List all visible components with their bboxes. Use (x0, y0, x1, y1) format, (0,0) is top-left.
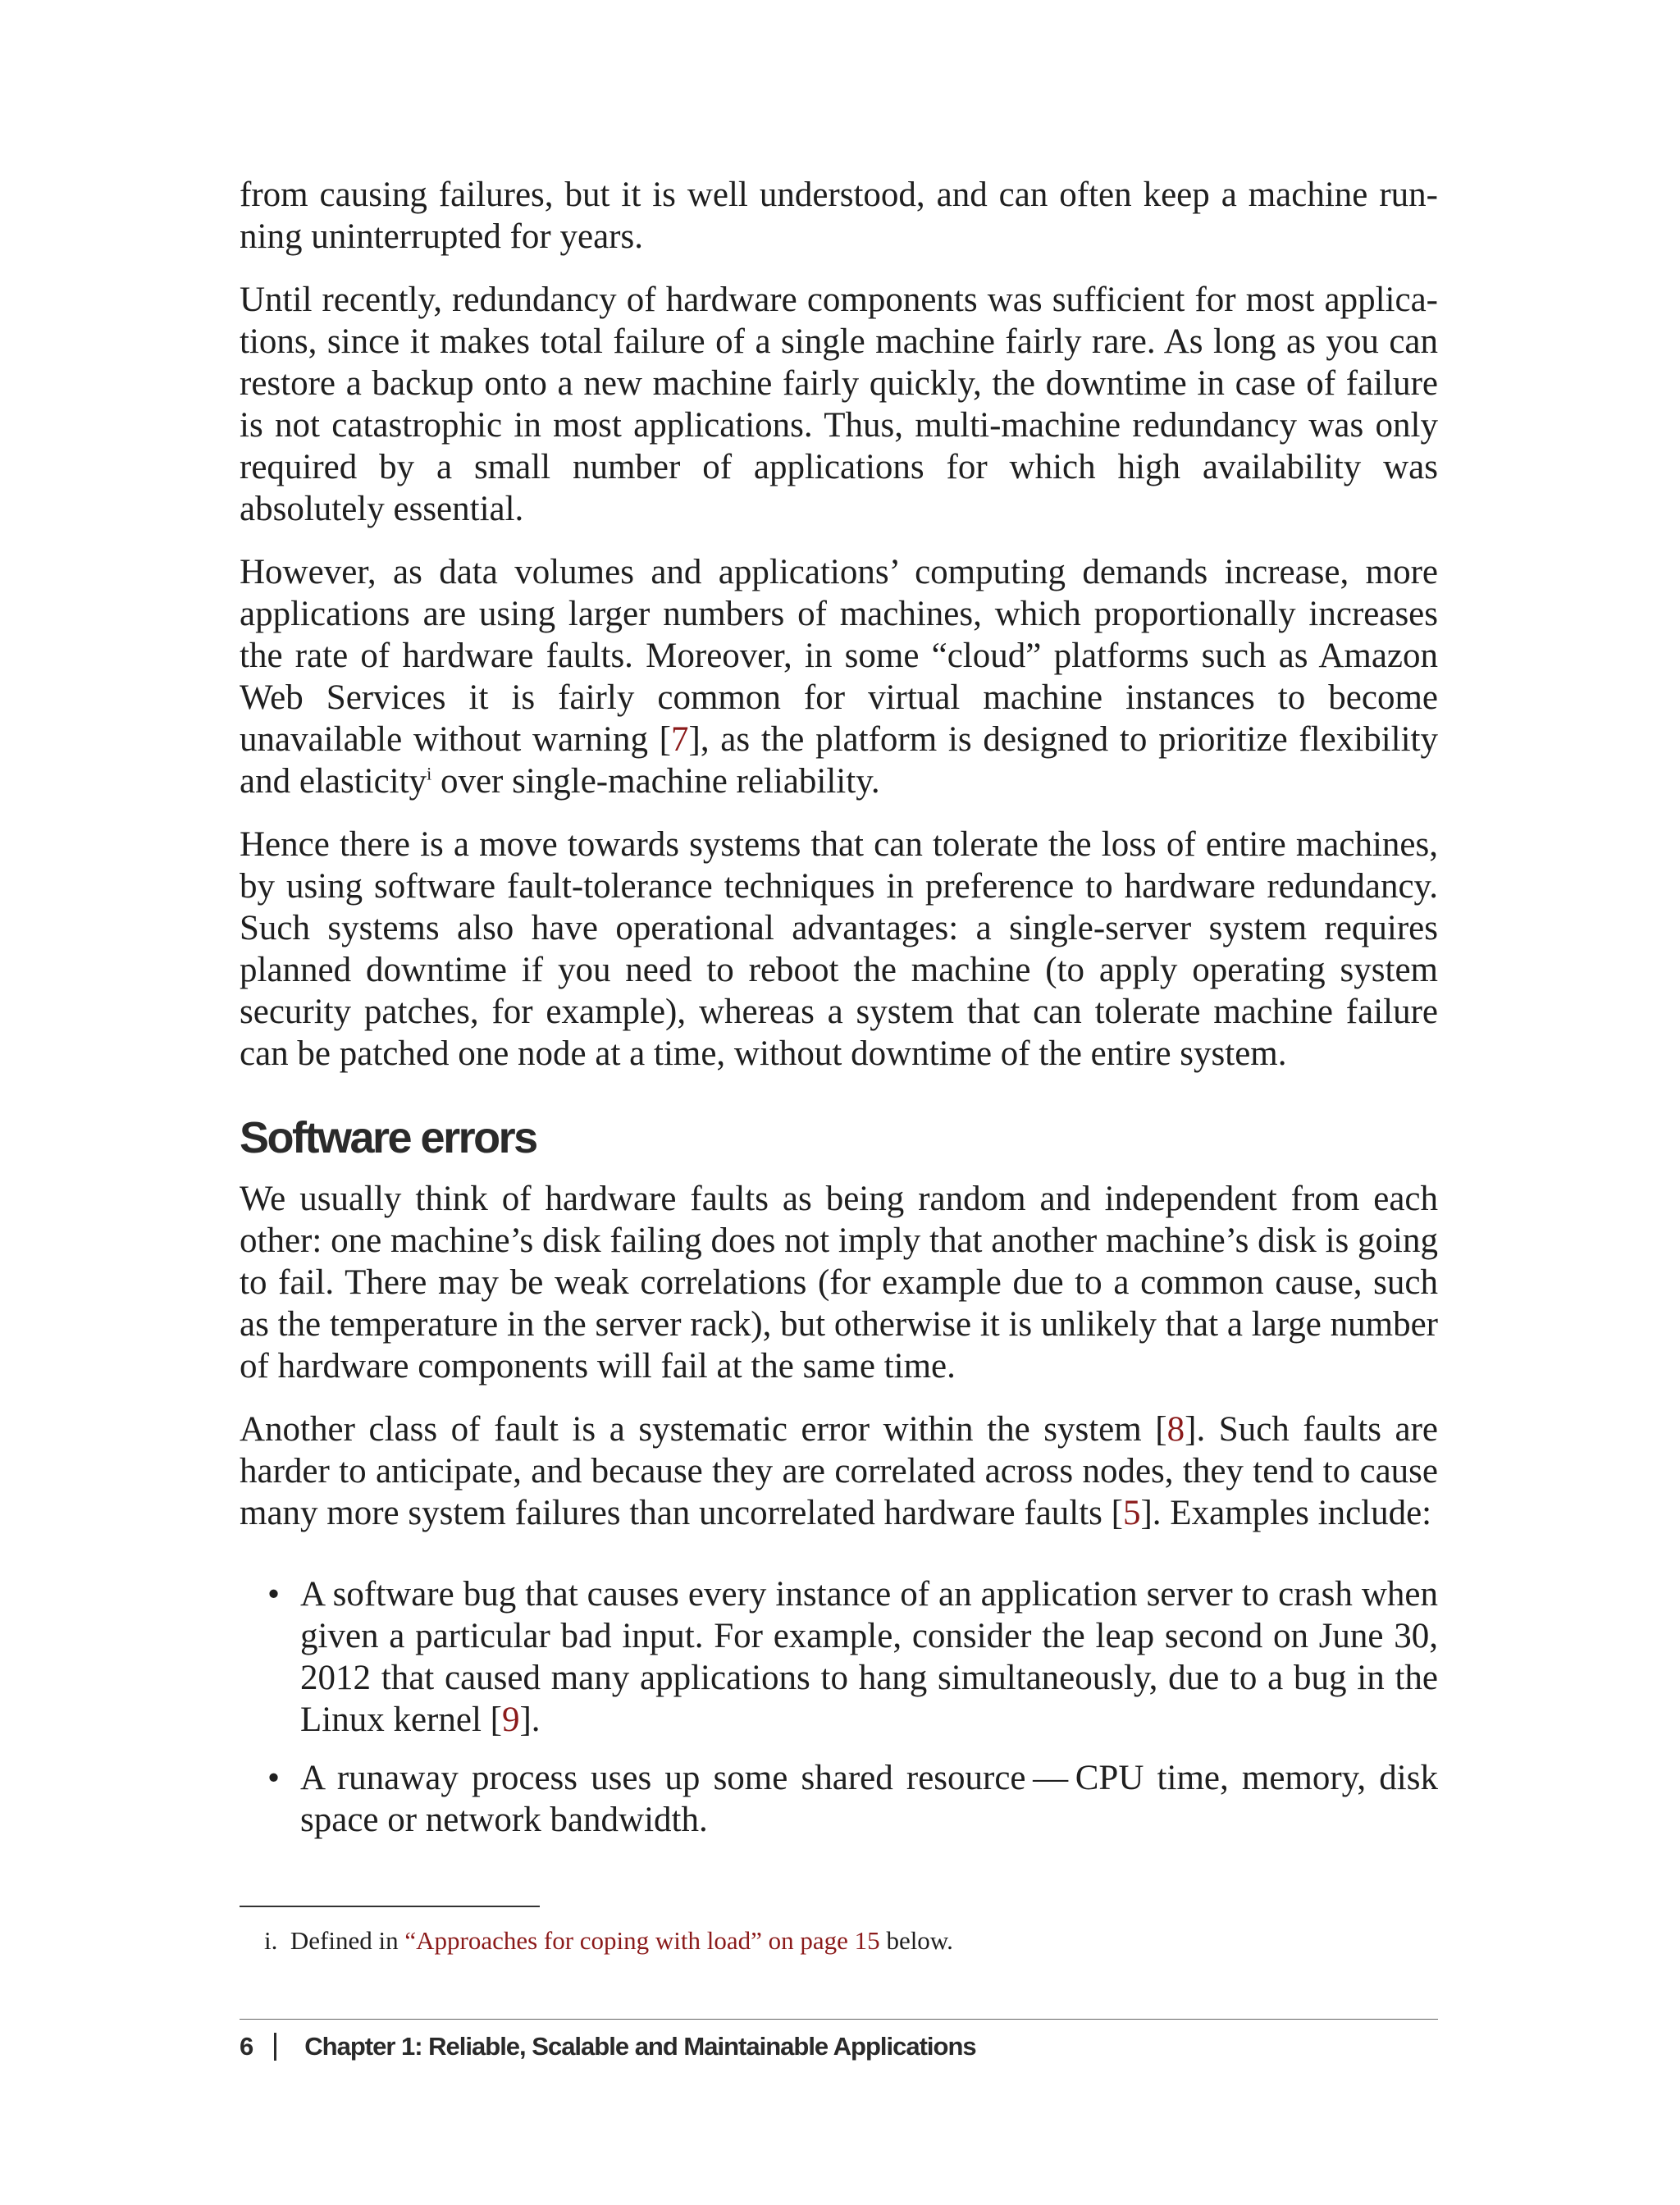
paragraph-fault-tolerance: Hence there is a move towards systems that can tolerate the loss of entire machines, by using software fault-tolerance techniques in preference to hardware redundancy. Such systems also have operational advantages: a single-server system requires planned downtime if you need to reboot the machine (to apply operating system security patches, for example), whereas a system that can tolerate machine failure can be patched one node at a time, without downtime of the entire system. (240, 825, 1438, 1073)
paragraph-systematic-errors (240, 1408, 1438, 1534)
text-segment: ]. Examples include: (1140, 1494, 1432, 1532)
list-item (240, 1757, 1438, 1841)
chapter-title: Chapter 1: Reliable, Scalable and Maintainable Applications (304, 2032, 976, 2061)
footer-divider (240, 2019, 1438, 2020)
footnote-divider (240, 1906, 540, 1907)
text-segment: ], as the platform is designed to prioritize flexibility and elasticity (240, 720, 1438, 801)
text-segment: over single-machine reliability. (431, 762, 880, 801)
section-heading: Software errors (240, 1113, 536, 1162)
text-segment: ]. (519, 1701, 541, 1739)
page-footer (240, 2026, 976, 2067)
footer-separator (274, 2033, 276, 2061)
page-body (240, 174, 1438, 1857)
bullet-icon: • (267, 1759, 281, 1797)
footnote (264, 1924, 1413, 1957)
text-segment: ]. Such faults are harder to anticipate, and because they are correlated across nodes, they tend to cause many more system failures than uncorrelated hardware faults [ (240, 1410, 1439, 1532)
page-number: 6 (240, 2032, 253, 2061)
text-segment: A runaway process uses up some shared resource — CPU time, memory, disk space or network bandwidth. (300, 1759, 1438, 1839)
text-segment: However, as data volumes and applications’ computing demands increase, more applications are using larger numbers of machines, which proportionally increases the rate of hardware faults. Moreover, in some “cloud” platforms such as Amazon Web Services it is fairly common for virtual machine instances to become unavailable without warning [ (240, 553, 1438, 759)
text-segment: below. (879, 1926, 953, 1955)
citation-link-7[interactable]: 7 (671, 720, 689, 759)
text-segment: Another class of fault is a systematic error within the system [ (240, 1410, 1167, 1449)
list-item (240, 1573, 1438, 1741)
paragraph-redundancy-sufficient: Until recently, redundancy of hardware components was sufficient for most applications, since it makes total failure of a single machine fairly rare. As long as you can restore a backup onto a new machine fairly quickly, the downtime in case of failure is not catastrophic in most applications. Thus, multi-machine redundancy was only required by a small number of applications for which high availability was absolutely essential. (240, 281, 1438, 528)
citation-link-5[interactable]: 5 (1122, 1494, 1141, 1532)
citation-link-8[interactable]: 8 (1166, 1410, 1185, 1449)
examples-list (240, 1573, 1438, 1841)
paragraph-random-faults: We usually think of hardware faults as being random and independent from each other: one machine’s disk failing does not imply that another machine’s disk is going to fail. There may be weak correlations (for example due to a common cause, such as the temperature in the server rack), but otherwise it is unlikely that a large number of hardware components will fail at the same time. (240, 1180, 1438, 1386)
text-segment: A software bug that causes every instance of an application server to crash when given a particular bad input. For example, consider the leap second on June 30, 2012 that caused many applications to hang simultaneously, due to a bug in the Linux kernel [ (300, 1575, 1438, 1739)
footnote-marker[interactable]: i (427, 763, 432, 784)
bullet-icon: • (267, 1575, 281, 1614)
text-segment: Defined in (290, 1926, 405, 1955)
footnote-number: i. (264, 1926, 278, 1955)
citation-link-9[interactable]: 9 (501, 1701, 520, 1739)
paragraph-data-volumes (240, 551, 1438, 802)
paragraph-hardware-redundancy-end: from causing failures, but it is well understood, and can often keep a machine running uninterrupted for years. (240, 176, 1438, 256)
footnote-cross-reference-link[interactable]: “Approaches for coping with load” on page 15 (404, 1926, 880, 1955)
